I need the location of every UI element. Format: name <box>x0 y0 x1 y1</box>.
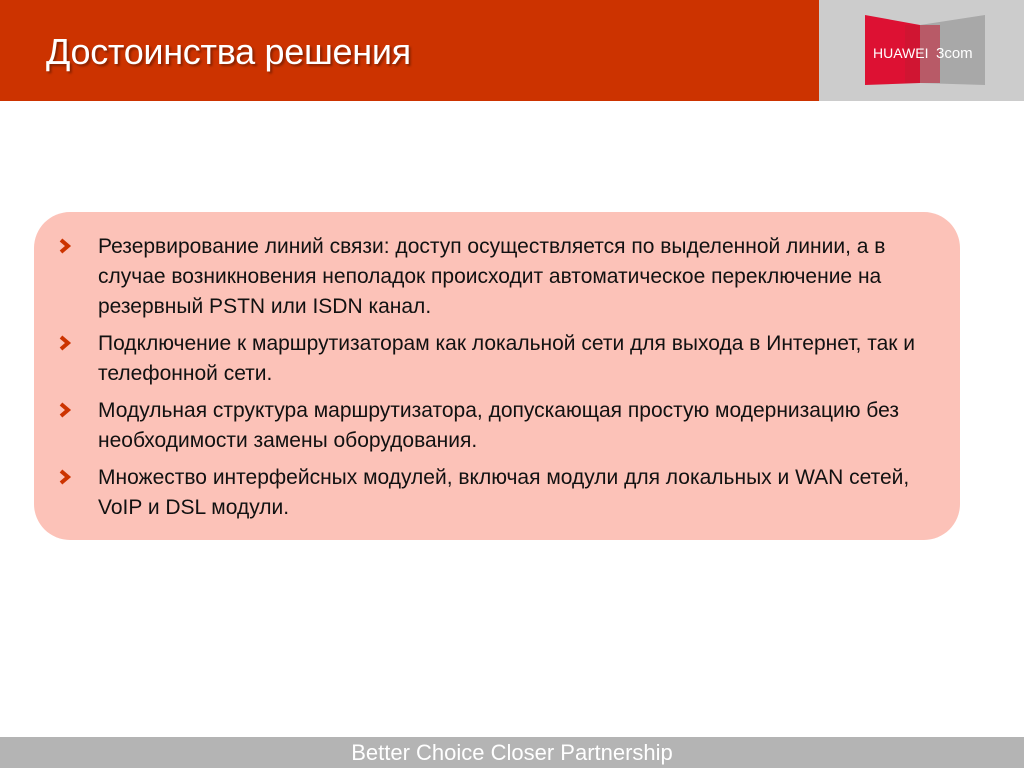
bullet-list <box>34 232 960 530</box>
bullet-item <box>34 232 960 322</box>
bullet-text: Модульная структура маршрутизатора, допускающая простую модернизацию без необходимости замены оборудования. <box>98 399 899 452</box>
bullet-item <box>34 396 960 456</box>
bullet-text: Множество интерфейсных модулей, включая модули для локальных и WAN сетей, VoIP и DSL модули. <box>98 466 910 519</box>
bullet-item <box>34 463 960 523</box>
chevron-bullet-icon <box>58 401 72 419</box>
huawei-3com-logo <box>865 13 985 87</box>
slide-title: Достоинства решения <box>46 31 411 72</box>
svg-text:HUAWEI: HUAWEI <box>873 45 929 61</box>
svg-text:3com: 3com <box>936 45 973 62</box>
footer-tagline: Better Choice Closer Partnership <box>351 740 673 765</box>
title-bar <box>0 0 819 101</box>
footer-bar <box>0 737 1024 768</box>
bullet-text: Подключение к маршрутизаторам как локальной сети для выхода в Интернет, так и телефонной сети. <box>98 332 916 385</box>
content-panel <box>34 212 960 540</box>
chevron-bullet-icon <box>58 237 72 255</box>
bullet-item <box>34 329 960 389</box>
bullet-text: Резервирование линий связи: доступ осуществляется по выделенной линии, а в случае возникновения неполадок происходит автоматическое переключение на резервный PSTN или ISDN канал. <box>98 235 886 318</box>
logo-panel <box>819 0 1024 101</box>
chevron-bullet-icon <box>58 334 72 352</box>
chevron-bullet-icon <box>58 468 72 486</box>
